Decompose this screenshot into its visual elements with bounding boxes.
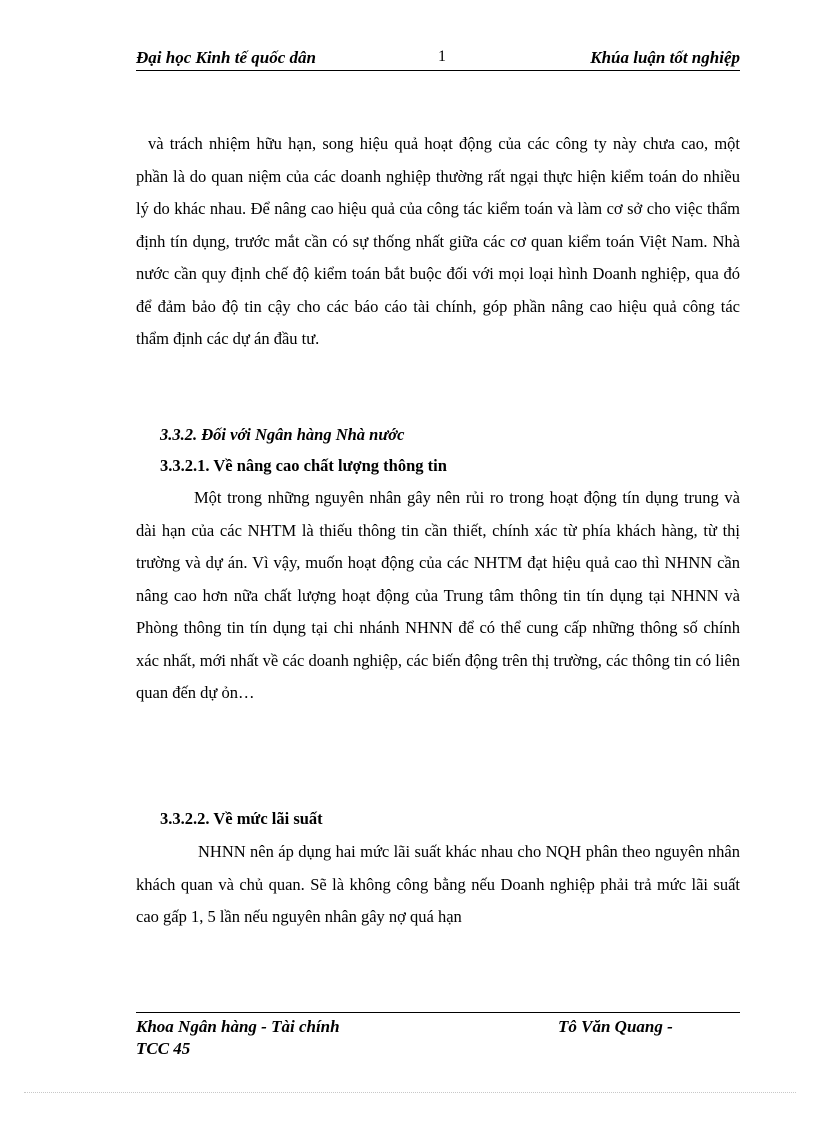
footer-author: Tô Văn Quang -: [558, 1017, 673, 1036]
header-university: Đại học Kinh tế quốc dân: [136, 48, 316, 67]
subsection-heading-1: 3.3.2.1. Về nâng cao chất lượng thông tin: [160, 456, 447, 475]
paragraph-3: NHNN nên áp dụng hai mức lãi suất khác nhau cho NQH phân theo nguyên nhân khách quan và chủ quan. Sẽ là không công bằng nếu Doanh nghiệp phải trả mức lãi suất cao gấp 1, 5 lần nếu nguyên nhân gây nợ quá hạn: [136, 842, 740, 926]
footer-faculty: Khoa Ngân hàng - Tài chính: [136, 1017, 340, 1036]
page-footer: [136, 1012, 740, 1063]
subsection-heading-2: 3.3.2.2. Về mức lãi suất: [160, 809, 323, 828]
footer-class: TCC 45: [136, 1039, 191, 1058]
section-heading: 3.3.2. Đối với Ngân hàng Nhà nước: [160, 425, 405, 444]
paragraph-2: Một trong những nguyên nhân gây nên rủi ro trong hoạt động tín dụng trung và dài hạn của các NHTM là thiếu thông tin cần thiết, chính xác từ phía khách hàng, từ thị trường và dự án. Vì vậy, muốn hoạt động của các NHTM đạt hiệu quả cao thì NHNN cần nâng cao hơn nữa chất lượng hoạt động của Trung tâm thông tin tín dụng tại NHNN và Phòng thông tin tín dụng tại chi nhánh NHNN để có thể cung cấp những thông số chính xác nhất, mới nhất về các doanh nghiệp, các biến động trên thị trường, các thông tin có liên quan đến dự ỏn…: [136, 488, 740, 702]
page-number: 1: [438, 48, 446, 65]
header-thesis-title: Khúa luận tốt nghiệp: [590, 48, 740, 67]
paragraph-1: và trách nhiệm hữu hạn, song hiệu quả hoạt động của các công ty này chưa cao, một phần là do quan niệm của các doanh nghiệp thường rất ngại thực hiện kiểm toán do nhiều lý do khác nhau. Để nâng cao hiệu quả của công tác kiểm toán và làm cơ sở cho việc thẩm định tín dụng, trước mắt cần có sự thống nhất giữa các cơ quan kiểm toán Việt Nam. Nhà nước cần quy định chế độ kiểm toán bắt buộc đối với mọi loại hình Doanh nghiệp, qua đó để đảm bảo độ tin cậy cho các báo cáo tài chính, góp phần nâng cao hiệu quả công tác thẩm định các dự án đầu tư.: [136, 134, 740, 348]
page-header: [136, 48, 740, 71]
page-edge-divider: [24, 1092, 796, 1093]
